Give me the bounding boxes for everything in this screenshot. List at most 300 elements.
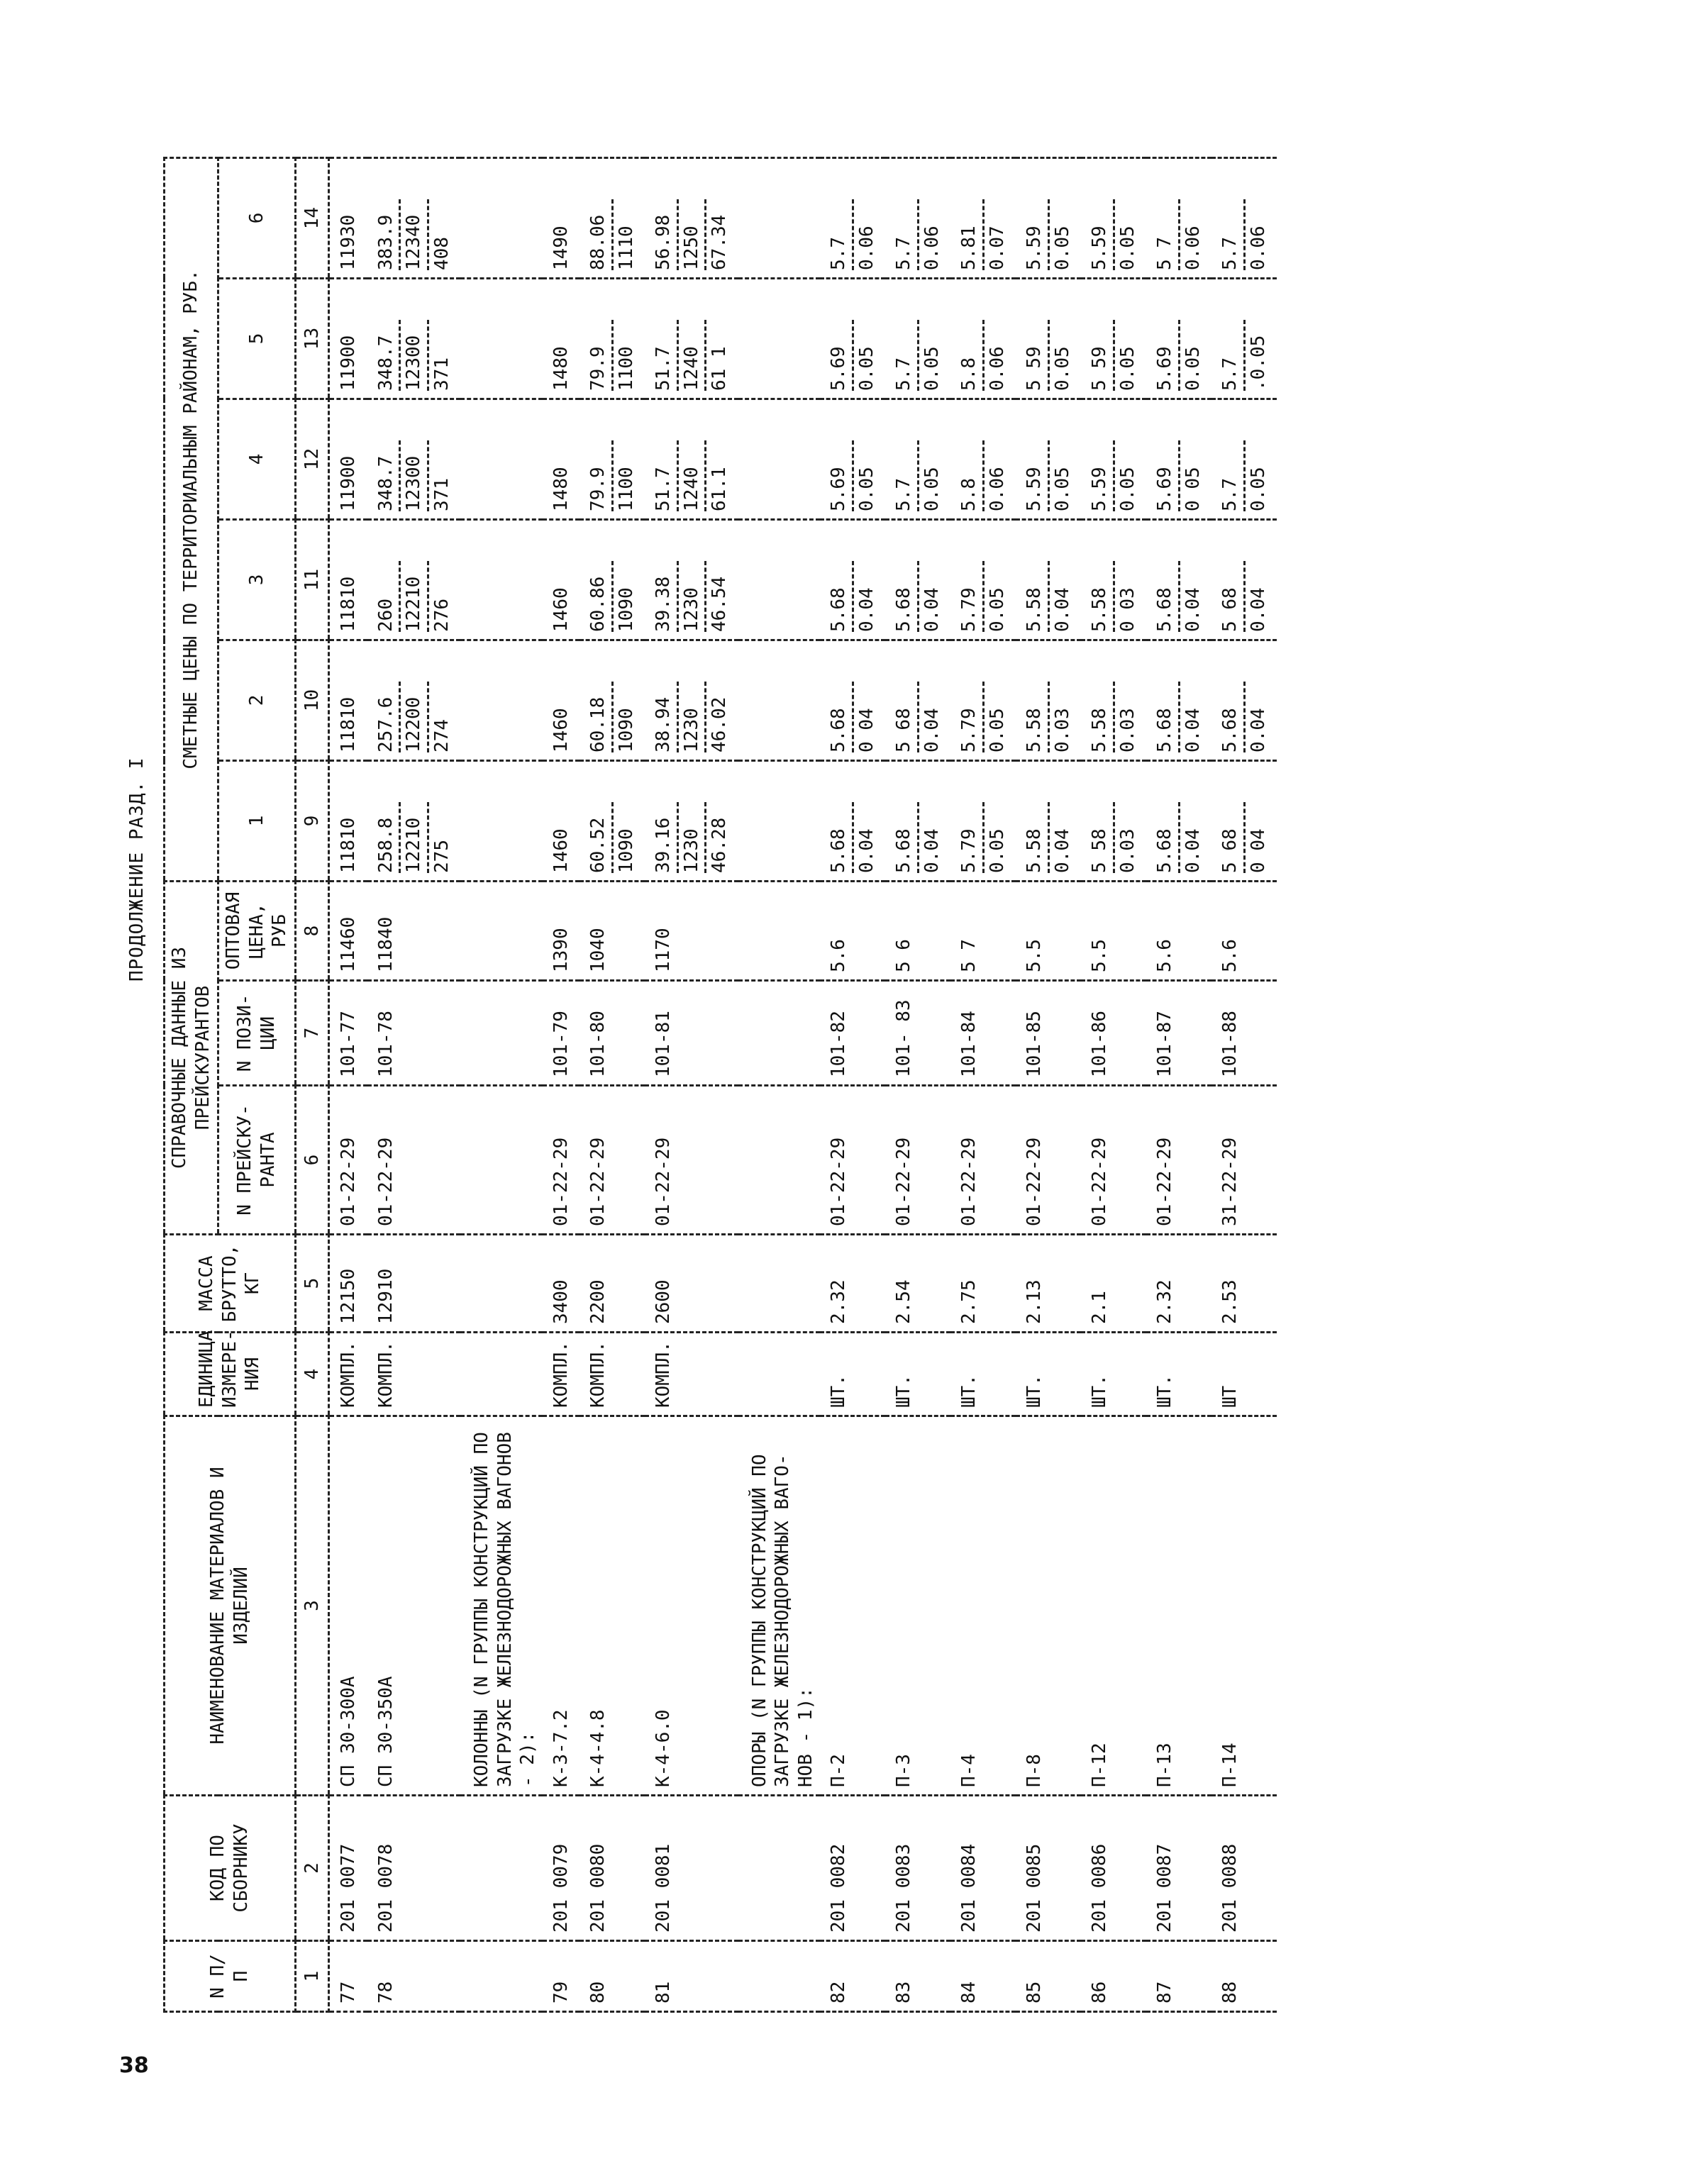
row-num: 84: [950, 1941, 1016, 2012]
header-prices-group: СМЕТНЫЕ ЦЕНЫ ПО ТЕРРИТОРИАЛЬНЫМ РАЙОНАМ, РУБ.: [165, 157, 218, 881]
price-divider: [1113, 802, 1115, 873]
column-numbers-row: [295, 157, 329, 2011]
row-mass: 2.53: [1211, 1235, 1277, 1333]
row-code: 201 0078: [367, 1796, 461, 1941]
price-stack: [892, 682, 943, 752]
price-stack: [827, 561, 878, 632]
table-row: [820, 157, 885, 2011]
price-value: 5.58: [1024, 828, 1045, 873]
table-row: [950, 157, 1016, 2011]
price-value: 0.04: [921, 587, 943, 632]
price-value: 0.05: [1182, 346, 1204, 391]
region-price-4: [367, 399, 461, 519]
price-divider: [852, 561, 854, 632]
row-mass: 2.54: [885, 1235, 950, 1333]
row-position: 101- 83: [885, 981, 950, 1086]
row-position: 101-77: [329, 981, 367, 1086]
price-value: 5.69: [828, 346, 849, 391]
region-price-5: [580, 278, 645, 399]
price-value: 39.38: [653, 576, 674, 632]
row-position: 101-81: [645, 981, 738, 1086]
row-price-list: 01-22-29: [329, 1086, 367, 1235]
row-price-list: 01-22-29: [1016, 1086, 1081, 1235]
price-stack: [587, 199, 638, 270]
price-value: 5.79: [958, 828, 980, 873]
row-num: 85: [1016, 1941, 1081, 2012]
region-price-3: [820, 519, 885, 640]
price-divider: [427, 199, 429, 270]
price-value: 5.59: [1089, 226, 1110, 270]
row-code: 201 0083: [885, 1796, 950, 1941]
row-code: 201 0082: [820, 1796, 885, 1941]
price-divider: [917, 682, 919, 752]
price-value: 1090: [615, 587, 637, 632]
price-divider: [852, 320, 854, 391]
price-stack: [587, 561, 638, 632]
column-number-12: 12: [295, 399, 329, 519]
price-value: 1480: [550, 346, 572, 391]
row-price-list: 01-22-29: [885, 1086, 950, 1235]
region-price-5: [1146, 278, 1211, 399]
price-value: 408: [431, 237, 453, 270]
price-divider: [1243, 320, 1246, 391]
price-stack: [1219, 561, 1270, 632]
price-value: 0.05: [1116, 467, 1138, 511]
region-price-6: [645, 157, 738, 278]
price-value: 11900: [338, 335, 359, 391]
price-value: 1110: [615, 226, 637, 270]
price-value: 5.69: [1154, 467, 1175, 511]
row-wholesale: 5.6: [1146, 881, 1211, 980]
price-stack: [337, 456, 360, 511]
region-price-4: [645, 399, 738, 519]
price-divider: [704, 561, 706, 632]
row-wholesale: 5 6: [885, 881, 950, 980]
row-code: 201 0081: [645, 1796, 738, 1941]
row-name: П-13: [1146, 1416, 1211, 1796]
price-stack: [652, 682, 731, 752]
region-price-1: [1016, 760, 1081, 881]
continuation-label: ПРОДОЛЖЕНИЕ РАЗД. I: [126, 757, 148, 982]
price-value: 5.58: [1089, 587, 1110, 632]
price-value: 258.8: [375, 817, 396, 873]
price-value: 5.68: [1154, 708, 1175, 752]
row-mass: 2.75: [950, 1235, 1016, 1333]
region-price-2: [950, 640, 1016, 760]
price-stack: [337, 697, 360, 752]
region-price-1: [329, 760, 367, 881]
row-price-list: 01-22-29: [1081, 1086, 1146, 1235]
price-value: 1240: [680, 467, 702, 511]
price-divider: [611, 320, 614, 391]
price-stack: [1153, 320, 1204, 391]
section-title: КОЛОННЫ (N ГРУППЫ КОНСТРУКЦИЙ ПО ЗАГРУЗКЕ ЖЕЛЕЗНОДОРОЖНЫХ ВАГОНОВ - 2):: [460, 1416, 543, 1796]
price-value: 371: [431, 357, 453, 391]
row-wholesale: 5.6: [1211, 881, 1277, 980]
price-value: 0.04: [1182, 708, 1204, 752]
price-value: 1240: [680, 346, 702, 391]
price-divider: [611, 561, 614, 632]
price-stack: [550, 226, 573, 270]
price-value: 1090: [615, 708, 637, 752]
row-position: 101-88: [1211, 981, 1277, 1086]
price-value: 46.54: [709, 576, 730, 632]
price-value: 0 03: [1116, 587, 1138, 632]
row-price-list: 01-22-29: [1146, 1086, 1211, 1235]
price-value: 5 68: [893, 708, 914, 752]
price-value: 0.04: [1182, 587, 1204, 632]
row-wholesale: 5.5: [1016, 881, 1081, 980]
price-value: 5.7: [1219, 478, 1241, 511]
row-mass: 12910: [367, 1235, 461, 1333]
header-region-3: 3: [218, 519, 296, 640]
price-divider: [399, 199, 401, 270]
header-name: НАИМЕНОВАНИЕ МАТЕРИАЛОВ И ИЗДЕЛИЙ: [165, 1416, 296, 1796]
price-divider: [427, 802, 429, 873]
price-value: 5.7: [893, 357, 914, 391]
price-table: [163, 157, 1277, 2013]
row-name: К-3-7.2: [543, 1416, 580, 1796]
price-divider: [677, 561, 679, 632]
price-divider: [1243, 682, 1246, 752]
price-divider: [1048, 561, 1050, 632]
row-wholesale: 5.5: [1081, 881, 1146, 980]
row-mass: 2.32: [820, 1235, 885, 1333]
price-divider: [852, 440, 854, 511]
header-region-1: 1: [218, 760, 296, 881]
region-price-2: [885, 640, 950, 760]
price-stack: [375, 199, 454, 270]
row-unit: ШТ.: [950, 1333, 1016, 1416]
price-value: 260: [375, 599, 396, 632]
row-wholesale: 5 7: [950, 881, 1016, 980]
row-wholesale: 1040: [580, 881, 645, 980]
price-value: 61 1: [709, 346, 730, 391]
price-value: 0.05: [855, 346, 877, 391]
price-value: 38.94: [653, 696, 674, 752]
price-stack: [550, 346, 573, 391]
region-price-6: [329, 157, 367, 278]
table-row: [1211, 157, 1277, 2011]
price-stack: [1219, 199, 1270, 270]
region-price-5: [1081, 278, 1146, 399]
price-value: 1480: [550, 467, 572, 511]
price-value: 371: [431, 478, 453, 511]
price-stack: [1023, 199, 1074, 270]
price-value: 5 68: [1219, 587, 1241, 632]
price-stack: [1088, 802, 1139, 873]
row-price-list: 01-22-29: [820, 1086, 885, 1235]
row-name: П-8: [1016, 1416, 1081, 1796]
row-wholesale: 1170: [645, 881, 738, 980]
table-row: [1081, 157, 1146, 2011]
region-price-5: [820, 278, 885, 399]
price-value: 11810: [338, 576, 359, 632]
row-wholesale: 1390: [543, 881, 580, 980]
region-price-3: [1146, 519, 1211, 640]
row-unit: КОМПЛ.: [543, 1333, 580, 1416]
price-stack: [958, 320, 1009, 391]
row-code: 201 0086: [1081, 1796, 1146, 1941]
row-unit: ШТ.: [820, 1333, 885, 1416]
row-name: П-3: [885, 1416, 950, 1796]
region-price-5: [329, 278, 367, 399]
region-price-4: [543, 399, 580, 519]
header-unit: ЕДИНИЦА ИЗМЕРЕ- НИЯ: [165, 1333, 296, 1416]
price-stack: [375, 320, 454, 391]
price-divider: [917, 320, 919, 391]
price-stack: [1088, 440, 1139, 511]
price-divider: [982, 682, 985, 752]
price-stack: [827, 320, 878, 391]
price-divider: [677, 682, 679, 752]
region-price-2: [645, 640, 738, 760]
price-value: 5.69: [828, 467, 849, 511]
row-code: 201 0085: [1016, 1796, 1081, 1941]
price-divider: [1048, 199, 1050, 270]
row-mass: 2.13: [1016, 1235, 1081, 1333]
price-stack: [375, 561, 454, 632]
header-region-6: 6: [218, 157, 296, 278]
region-price-5: [543, 278, 580, 399]
price-divider: [1243, 561, 1246, 632]
price-stack: [827, 199, 878, 270]
price-value: 274: [431, 719, 453, 752]
price-divider: [1178, 802, 1180, 873]
price-value: 5.68: [893, 828, 914, 873]
price-value: 5.68: [828, 708, 849, 752]
price-stack: [1088, 561, 1139, 632]
price-stack: [958, 199, 1009, 270]
region-price-2: [580, 640, 645, 760]
price-divider: [1178, 682, 1180, 752]
price-divider: [982, 802, 985, 873]
price-divider: [982, 440, 985, 511]
region-price-3: [885, 519, 950, 640]
region-price-2: [1146, 640, 1211, 760]
price-stack: [1023, 561, 1074, 632]
price-divider: [427, 440, 429, 511]
price-stack: [550, 467, 573, 511]
row-position: 101-79: [543, 981, 580, 1086]
price-divider: [917, 802, 919, 873]
price-divider: [399, 440, 401, 511]
price-stack: [337, 818, 360, 873]
price-divider: [677, 199, 679, 270]
price-divider: [852, 199, 854, 270]
price-stack: [1023, 682, 1074, 752]
region-price-6: [820, 157, 885, 278]
price-divider: [677, 802, 679, 873]
row-unit: ШТ.: [1081, 1333, 1146, 1416]
price-value: 5.79: [958, 587, 980, 632]
row-num: 88: [1211, 1941, 1277, 2012]
region-price-5: [645, 278, 738, 399]
price-value: 5.7: [893, 237, 914, 270]
price-value: 0.05: [1051, 467, 1073, 511]
price-value: 12340: [403, 214, 424, 270]
price-value: 0.05: [1051, 346, 1073, 391]
price-divider: [427, 561, 429, 632]
price-value: 1100: [615, 346, 637, 391]
price-value: 12210: [403, 817, 424, 873]
price-value: 0.06: [855, 226, 877, 270]
price-value: 5.68: [1154, 587, 1175, 632]
region-price-6: [885, 157, 950, 278]
price-value: 0.04: [1051, 587, 1073, 632]
price-value: 1230: [680, 828, 702, 873]
price-stack: [1153, 561, 1204, 632]
row-unit: ШТ.: [1146, 1333, 1211, 1416]
price-stack: [375, 802, 454, 873]
price-stack: [550, 828, 573, 873]
region-price-2: [1016, 640, 1081, 760]
price-divider: [1113, 320, 1115, 391]
row-name: П-12: [1081, 1416, 1146, 1796]
region-price-2: [820, 640, 885, 760]
table-row: [329, 157, 367, 2011]
price-divider: [982, 561, 985, 632]
row-price-list: 01-22-29: [543, 1086, 580, 1235]
row-mass: 2.32: [1146, 1235, 1211, 1333]
row-price-list: 01-22-29: [367, 1086, 461, 1235]
row-unit: КОМПЛ.: [645, 1333, 738, 1416]
row-name: П-2: [820, 1416, 885, 1796]
row-code: 201 0088: [1211, 1796, 1277, 1941]
price-divider: [427, 320, 429, 391]
price-value: 0.04: [1051, 828, 1073, 873]
price-stack: [587, 802, 638, 873]
price-stack: [892, 199, 943, 270]
row-code: 201 0087: [1146, 1796, 1211, 1941]
price-value: 5.68: [1219, 708, 1241, 752]
row-unit: КОМПЛ.: [329, 1333, 367, 1416]
region-price-3: [950, 519, 1016, 640]
price-value: 5 58: [1089, 828, 1110, 873]
row-mass: 2.1: [1081, 1235, 1146, 1333]
region-price-4: [580, 399, 645, 519]
price-value: 1230: [680, 708, 702, 752]
row-code: 201 0077: [329, 1796, 367, 1941]
price-value: 51.7: [653, 467, 674, 511]
price-divider: [677, 440, 679, 511]
region-price-6: [1146, 157, 1211, 278]
row-wholesale: 11840: [367, 881, 461, 980]
region-price-4: [1211, 399, 1277, 519]
price-stack: [1088, 682, 1139, 752]
column-number-9: 9: [295, 760, 329, 881]
column-number-11: 11: [295, 519, 329, 640]
price-value: 5.69: [1154, 346, 1175, 391]
price-stack: [587, 440, 638, 511]
price-value: 1250: [680, 226, 702, 270]
price-value: 5.7: [828, 237, 849, 270]
row-name: К-4-6.0: [645, 1416, 738, 1796]
region-price-1: [820, 760, 885, 881]
row-num: 82: [820, 1941, 885, 2012]
row-name: СП 30-300А: [329, 1416, 367, 1796]
price-value: 0 04: [855, 708, 877, 752]
row-price-list: 01-22-29: [645, 1086, 738, 1235]
price-value: 0.04: [921, 708, 943, 752]
region-price-2: [329, 640, 367, 760]
price-value: 0.03: [1051, 708, 1073, 752]
price-value: 0.04: [855, 828, 877, 873]
price-divider: [1113, 561, 1115, 632]
header-ref-position: N ПОЗИ- ЦИИ: [218, 981, 296, 1086]
header-ref-price-list: N ПРЕЙСКУ- РАНТА: [218, 1086, 296, 1235]
price-stack: [1219, 682, 1270, 752]
price-stack: [1088, 320, 1139, 391]
section-row: [738, 157, 821, 2011]
row-price-list: 31-22-29: [1211, 1086, 1277, 1235]
price-value: 5.8: [958, 478, 980, 511]
row-position: 101-84: [950, 981, 1016, 1086]
price-value: 11900: [338, 455, 359, 511]
table-row: [580, 157, 645, 2011]
price-stack: [337, 335, 360, 391]
row-unit: ШТ.: [1016, 1333, 1081, 1416]
region-price-4: [885, 399, 950, 519]
header-region-4: 4: [218, 399, 296, 519]
price-value: 1460: [550, 828, 572, 873]
price-divider: [399, 320, 401, 391]
row-unit: КОМПЛ.: [580, 1333, 645, 1416]
region-price-3: [329, 519, 367, 640]
price-value: 257.6: [375, 696, 396, 752]
price-value: 0.06: [1182, 226, 1204, 270]
column-number-7: 7: [295, 981, 329, 1086]
price-value: 0.05: [1247, 467, 1269, 511]
region-price-1: [367, 760, 461, 881]
row-num: 81: [645, 1941, 738, 2012]
region-price-3: [367, 519, 461, 640]
price-value: 79.9: [587, 467, 609, 511]
header-mass: МАССА БРУТТО, КГ: [165, 1235, 296, 1333]
price-divider: [399, 802, 401, 873]
price-stack: [652, 802, 731, 873]
price-stack: [1219, 802, 1270, 873]
price-divider: [704, 802, 706, 873]
price-stack: [337, 577, 360, 632]
price-value: 5 59: [1089, 346, 1110, 391]
price-value: 46.28: [709, 817, 730, 873]
price-divider: [399, 561, 401, 632]
row-mass: 2600: [645, 1235, 738, 1333]
price-stack: [827, 682, 878, 752]
price-stack: [1153, 802, 1204, 873]
price-value: 5.68: [893, 587, 914, 632]
price-stack: [1023, 320, 1074, 391]
price-value: 0.05: [1116, 226, 1138, 270]
price-value: 46.02: [709, 696, 730, 752]
price-stack: [892, 320, 943, 391]
price-divider: [917, 561, 919, 632]
region-price-5: [367, 278, 461, 399]
price-stack: [1153, 440, 1204, 511]
price-stack: [1153, 682, 1204, 752]
price-value: 383.9: [375, 214, 396, 270]
price-value: 5.8: [958, 357, 980, 391]
region-price-5: [885, 278, 950, 399]
price-divider: [1113, 682, 1115, 752]
region-price-1: [1146, 760, 1211, 881]
price-stack: [1219, 440, 1270, 511]
region-price-5: [950, 278, 1016, 399]
price-divider: [982, 320, 985, 391]
price-value: 5.79: [958, 708, 980, 752]
price-stack: [958, 802, 1009, 873]
